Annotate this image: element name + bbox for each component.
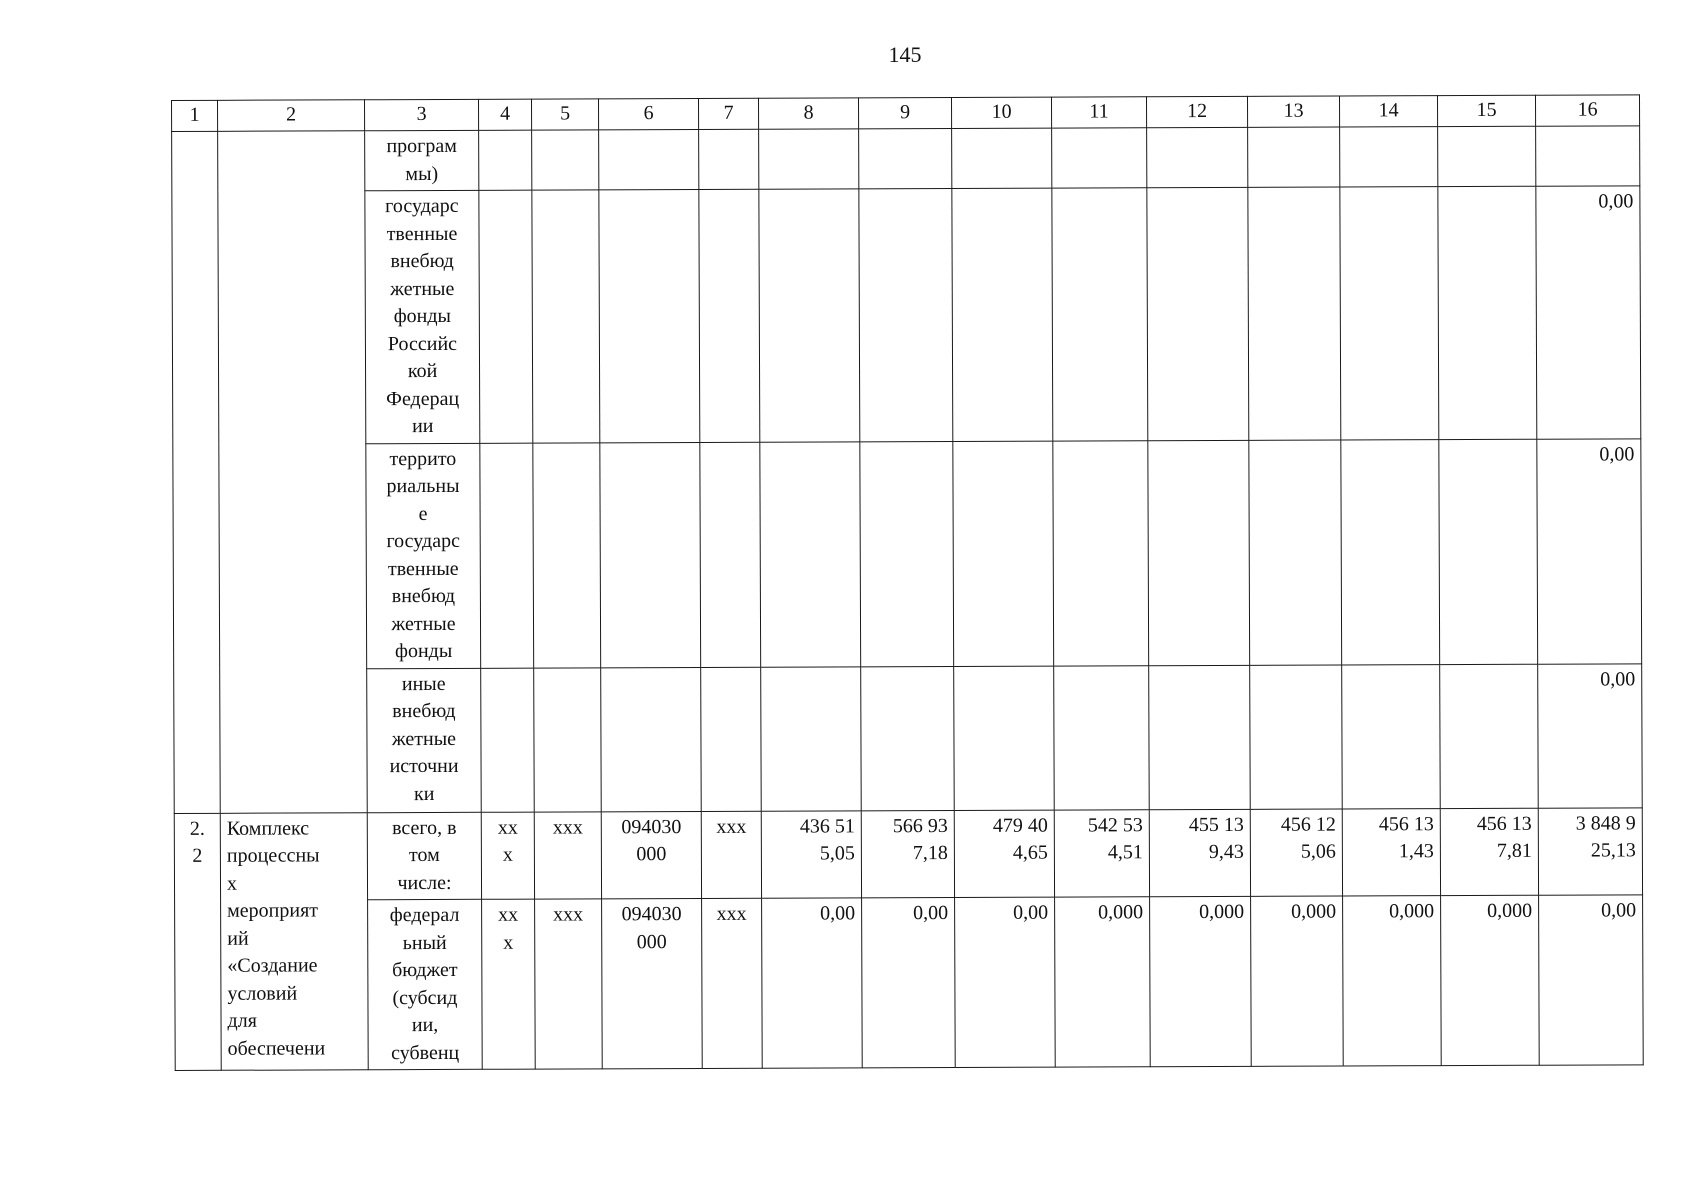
total-cell: 0,00 [1536, 186, 1641, 439]
total-cell: 0,00 [1537, 438, 1642, 663]
item-name-cell: Комплекс процессны х мероприят ий «Создание условий для обеспечени [220, 812, 368, 1070]
column-header: 1 [172, 100, 218, 131]
column-header: 16 [1535, 95, 1639, 126]
column-header: 4 [478, 99, 531, 130]
funding-source-cell: всего, в том числе: [367, 812, 481, 900]
value-cell: 0,00 [762, 898, 863, 1068]
value-cell: 566 93 7,18 [861, 810, 954, 898]
column-header: 9 [858, 98, 951, 129]
column-header: 12 [1146, 96, 1247, 127]
item-number-cell [172, 131, 221, 813]
value-cell: 456 13 7,81 [1440, 808, 1538, 896]
value-cell: 0,00 [862, 897, 956, 1067]
column-header: 14 [1339, 96, 1437, 127]
code-cell: 094030 000 [602, 898, 703, 1068]
value-cell: 0,000 [1150, 896, 1252, 1066]
table-row [172, 186, 1641, 444]
value-cell: 0,000 [1055, 897, 1151, 1067]
funding-source-cell: програм мы) [365, 130, 479, 190]
table-row [175, 895, 1644, 1071]
total-cell: 3 848 9 25,13 [1538, 807, 1642, 895]
code-cell: 094030 000 [601, 811, 701, 899]
total-cell [1536, 126, 1640, 186]
total-cell: 0,00 [1539, 895, 1644, 1065]
column-header: 10 [951, 97, 1051, 128]
column-header: 7 [698, 98, 758, 129]
column-header: 8 [758, 98, 858, 129]
value-cell: 436 51 5,05 [761, 810, 861, 898]
code-cell: ххх [702, 898, 763, 1068]
column-header: 2 [218, 100, 365, 132]
funding-source-cell: иные внебюд жетные источни ки [367, 668, 482, 812]
value-cell: 0,000 [1251, 896, 1344, 1066]
column-header: 6 [598, 98, 698, 129]
value-cell: 0,000 [1441, 895, 1540, 1065]
value-cell: 0,00 [955, 897, 1056, 1067]
code-cell: ххх [534, 811, 601, 899]
column-header: 5 [531, 99, 598, 130]
funding-source-cell: федерал ьный бюджет (субсид ии, субвенц [368, 899, 483, 1069]
column-header: 13 [1247, 96, 1339, 127]
column-header: 3 [365, 99, 479, 130]
total-cell: 0,00 [1538, 663, 1643, 807]
funding-source-cell: государс твенные внебюд жетные фонды Российс кой Федерац ии [365, 190, 480, 443]
table-row [172, 126, 1640, 192]
value-cell: 542 53 4,51 [1054, 809, 1149, 897]
code-cell: ххх [535, 899, 603, 1069]
value-cell: 456 13 1,43 [1342, 808, 1440, 896]
funding-source-cell: террито риальны е государс твенные внебюд жетные фонды [366, 443, 481, 668]
table-row [174, 807, 1642, 900]
column-header: 11 [1051, 97, 1146, 128]
value-cell: 455 13 9,43 [1149, 809, 1250, 897]
code-cell: ххх [701, 811, 761, 899]
item-name-cell [218, 131, 368, 813]
code-cell: хх х [482, 899, 536, 1069]
item-number-cell: 2. 2 [174, 813, 221, 1071]
column-header: 15 [1437, 95, 1535, 126]
page-number: 145 [888, 42, 922, 67]
table-row [173, 438, 1642, 669]
code-cell: хх х [481, 812, 534, 900]
value-cell: 479 40 4,65 [954, 810, 1054, 898]
value-cell: 0,000 [1343, 896, 1442, 1066]
budget-table [171, 94, 1644, 1071]
table-row [174, 663, 1643, 813]
value-cell: 456 12 5,06 [1250, 809, 1342, 897]
